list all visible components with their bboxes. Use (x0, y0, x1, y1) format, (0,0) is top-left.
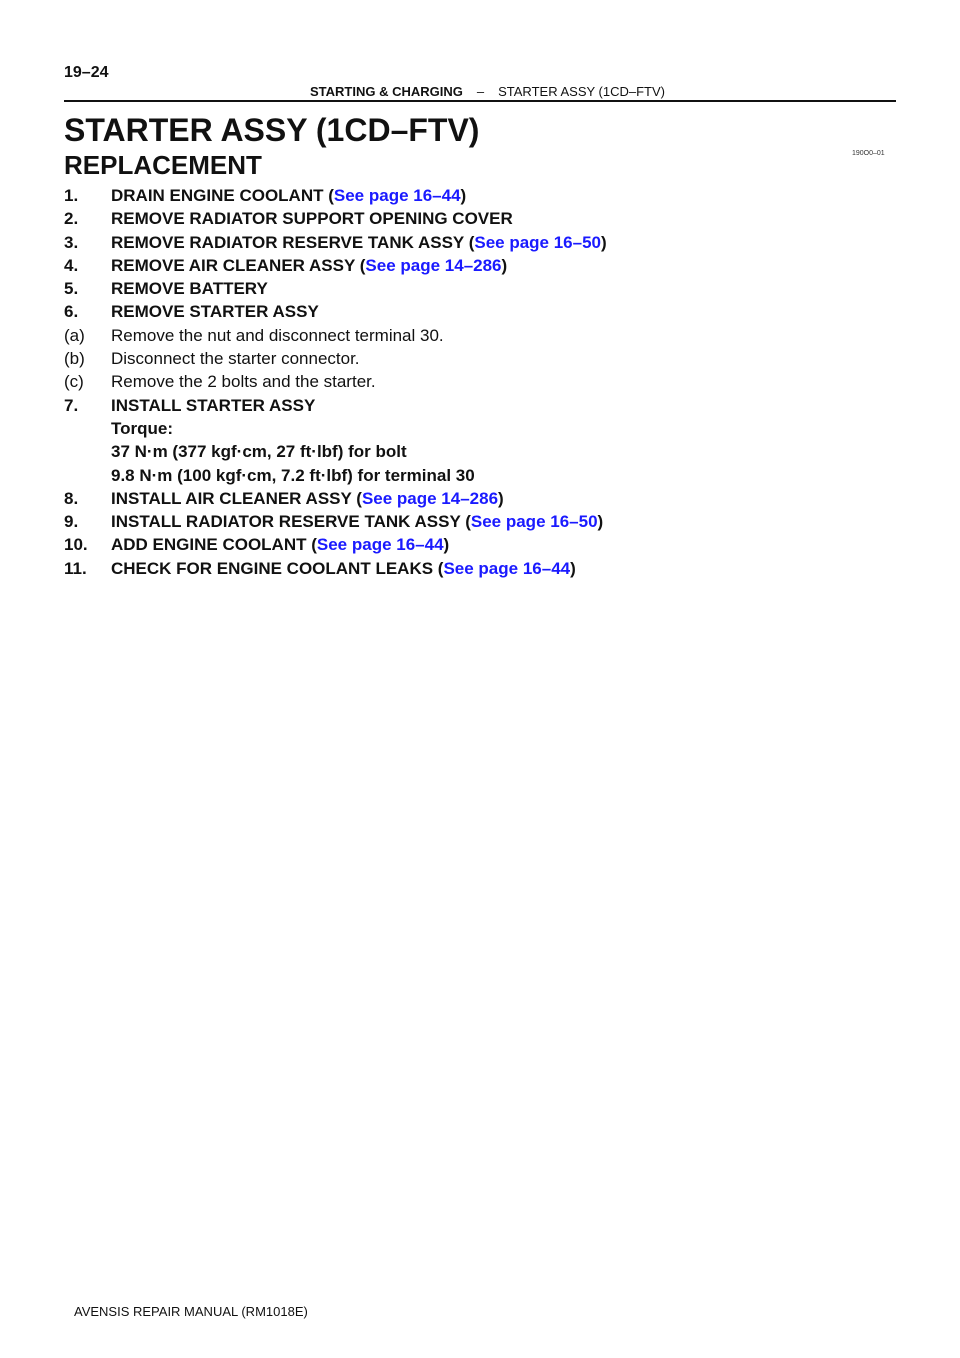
paren-close: ) (501, 255, 508, 275)
torque-spec-terminal (64, 464, 894, 487)
header-separator: – (476, 84, 485, 99)
substep-text: Remove the nut and disconnect terminal 30. (111, 325, 444, 345)
running-header (310, 84, 665, 99)
step-number: 6. (64, 302, 79, 322)
substep-c (64, 370, 894, 393)
step-text: REMOVE AIR CLEANER ASSY ( (111, 255, 366, 275)
step-text: REMOVE RADIATOR RESERVE TANK ASSY ( (111, 232, 475, 252)
manual-footer: AVENSIS REPAIR MANUAL (RM1018E) (74, 1304, 308, 1319)
paren-close: ) (460, 186, 467, 205)
torque-heading: Torque: (111, 418, 174, 438)
substep-letter: (a) (64, 325, 85, 345)
step-text: INSTALL STARTER ASSY (111, 395, 316, 415)
step-text: ADD ENGINE COOLANT ( (111, 535, 317, 555)
step-text: REMOVE BATTERY (111, 279, 268, 299)
section-title: STARTING & CHARGING (310, 84, 463, 99)
page-number: 19–24 (64, 64, 109, 81)
step-remove-starter (64, 300, 894, 323)
step-text: CHECK FOR ENGINE COOLANT LEAKS ( (111, 558, 444, 578)
step-remove-opening-cover (64, 207, 894, 230)
page-reference-link[interactable]: See page 14–286 (361, 488, 499, 508)
torque-value: 37 N·m (377 kgf·cm, 27 ft·lbf) for bolt (111, 442, 407, 462)
step-install-reserve-tank (64, 510, 894, 533)
step-text: INSTALL AIR CLEANER ASSY ( (111, 488, 362, 508)
step-number: 1. (64, 186, 79, 205)
step-text: REMOVE STARTER ASSY (111, 302, 319, 322)
subsection-title: STARTER ASSY (1CD–FTV) (498, 84, 665, 99)
step-text: DRAIN ENGINE COOLANT ( (111, 186, 334, 205)
page-reference-link[interactable]: See page 16–50 (470, 512, 598, 532)
step-text: REMOVE RADIATOR SUPPORT OPENING COVER (111, 209, 513, 229)
step-number: 5. (64, 279, 79, 299)
substep-text: Disconnect the starter connector. (111, 349, 360, 369)
step-number: 10. (64, 535, 88, 555)
step-install-starter (64, 394, 894, 417)
page-reference-link[interactable]: See page 16–44 (316, 535, 444, 555)
page-reference-link[interactable]: See page 16–44 (443, 558, 571, 578)
torque-value: 9.8 N·m (100 kgf·cm, 7.2 ft·lbf) for terminal 30 (111, 465, 475, 485)
substep-letter: (b) (64, 349, 85, 369)
paren-close: ) (601, 232, 607, 252)
step-number: 9. (64, 512, 79, 532)
substep-b (64, 347, 894, 370)
page-reference-link[interactable]: See page 16–50 (474, 232, 602, 252)
step-remove-reserve-tank (64, 231, 894, 254)
step-number: 2. (64, 209, 79, 229)
procedure-steps (64, 184, 894, 580)
step-drain-coolant (64, 184, 894, 207)
step-check-leaks (64, 557, 894, 580)
page-reference-link[interactable]: See page 16–44 (333, 186, 461, 205)
document-code: 190O0–01 (852, 150, 885, 157)
header-rule (64, 100, 896, 102)
paren-close: ) (498, 488, 504, 508)
step-number: 7. (64, 395, 79, 415)
step-remove-battery (64, 277, 894, 300)
paren-close: ) (570, 558, 576, 578)
page-reference-link[interactable]: See page 14–286 (365, 255, 502, 275)
step-install-air-cleaner (64, 487, 894, 510)
step-number: 8. (64, 488, 79, 508)
torque-label (64, 417, 894, 440)
step-number: 4. (64, 255, 79, 275)
step-number: 11. (64, 558, 87, 578)
step-number: 3. (64, 232, 79, 252)
substep-letter: (c) (64, 372, 84, 392)
section-heading: REPLACEMENT (64, 150, 262, 180)
page-title: STARTER ASSY (1CD–FTV) (64, 112, 480, 148)
substep-a (64, 324, 894, 347)
paren-close: ) (597, 512, 604, 532)
paren-close: ) (443, 535, 450, 555)
substep-text: Remove the 2 bolts and the starter. (111, 372, 376, 392)
step-add-coolant (64, 533, 894, 556)
step-text: INSTALL RADIATOR RESERVE TANK ASSY ( (111, 512, 471, 532)
step-remove-air-cleaner (64, 254, 894, 277)
torque-spec-bolt (64, 440, 894, 463)
